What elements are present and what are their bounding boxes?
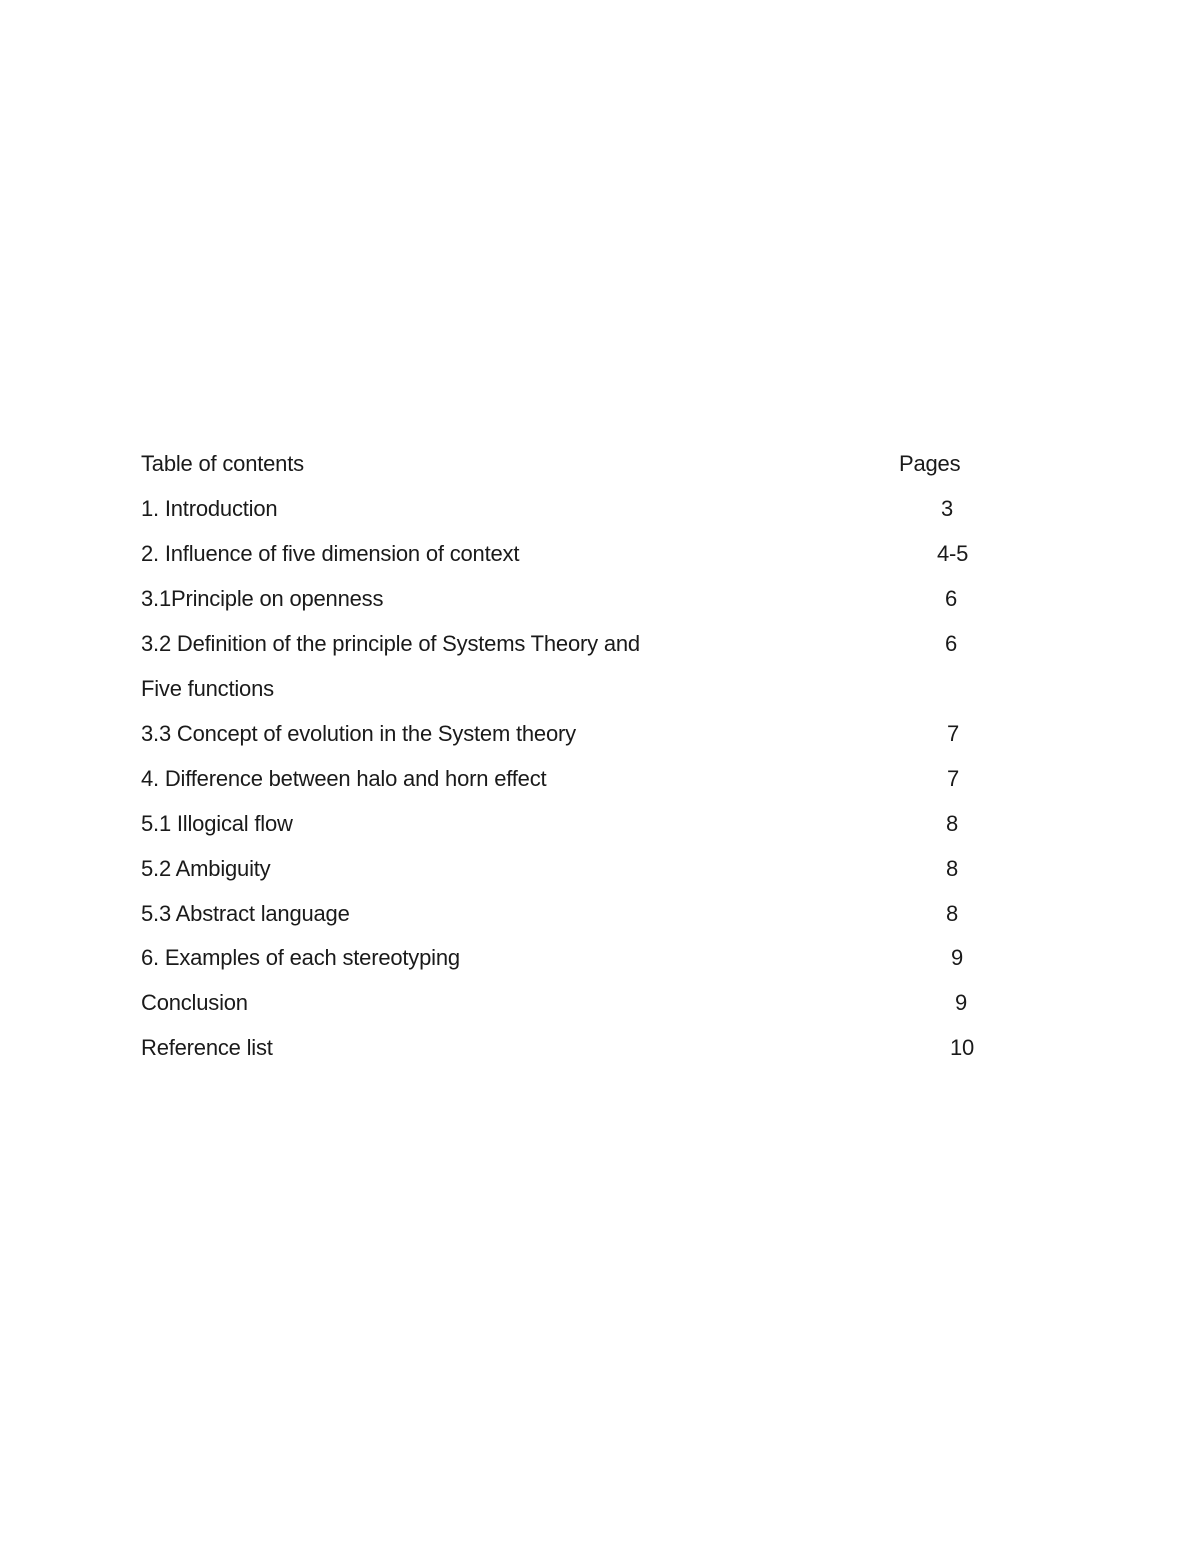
toc-entry-title: 5.3 Abstract language bbox=[141, 901, 350, 926]
toc-entry-page: 6 bbox=[945, 586, 958, 611]
toc-entry-page: 7 bbox=[947, 766, 960, 791]
toc-entry-page: 3 bbox=[941, 496, 954, 521]
toc-entry-page: 9 bbox=[951, 945, 964, 970]
toc-entry-title: 5.1 Illogical flow bbox=[141, 811, 293, 836]
toc-pages-label: Pages bbox=[899, 451, 961, 476]
toc-entry-page: 6 bbox=[945, 631, 958, 656]
toc-entry-title: 3.1Principle on openness bbox=[141, 586, 384, 611]
toc-entry-page: 7 bbox=[947, 721, 960, 746]
toc-entry-title: Conclusion bbox=[141, 990, 248, 1015]
toc-entry-title: Five functions bbox=[141, 676, 274, 701]
toc-entry-title: Reference list bbox=[141, 1035, 273, 1060]
toc-entry-title: 6. Examples of each stereotyping bbox=[141, 945, 460, 970]
toc-entry-page: 8 bbox=[946, 901, 959, 926]
toc-entry-page: 9 bbox=[955, 990, 968, 1015]
toc-entry-title: 5.2 Ambiguity bbox=[141, 856, 271, 881]
toc-entry-title: 1. Introduction bbox=[141, 496, 278, 521]
toc-entry-title: 2. Influence of five dimension of context bbox=[141, 541, 520, 566]
toc-entry-title: 3.2 Definition of the principle of Systems Theory and bbox=[141, 631, 640, 656]
toc-entry-title: 4. Difference between halo and horn effect bbox=[141, 766, 547, 791]
toc-heading: Table of contents bbox=[141, 451, 304, 476]
toc-entry-page: 8 bbox=[946, 811, 959, 836]
toc-entry-page: 10 bbox=[950, 1035, 975, 1060]
toc-entry-title: 3.3 Concept of evolution in the System theory bbox=[141, 721, 576, 746]
toc-entry-page: 4-5 bbox=[937, 541, 969, 566]
toc-entry-page: 8 bbox=[946, 856, 959, 881]
